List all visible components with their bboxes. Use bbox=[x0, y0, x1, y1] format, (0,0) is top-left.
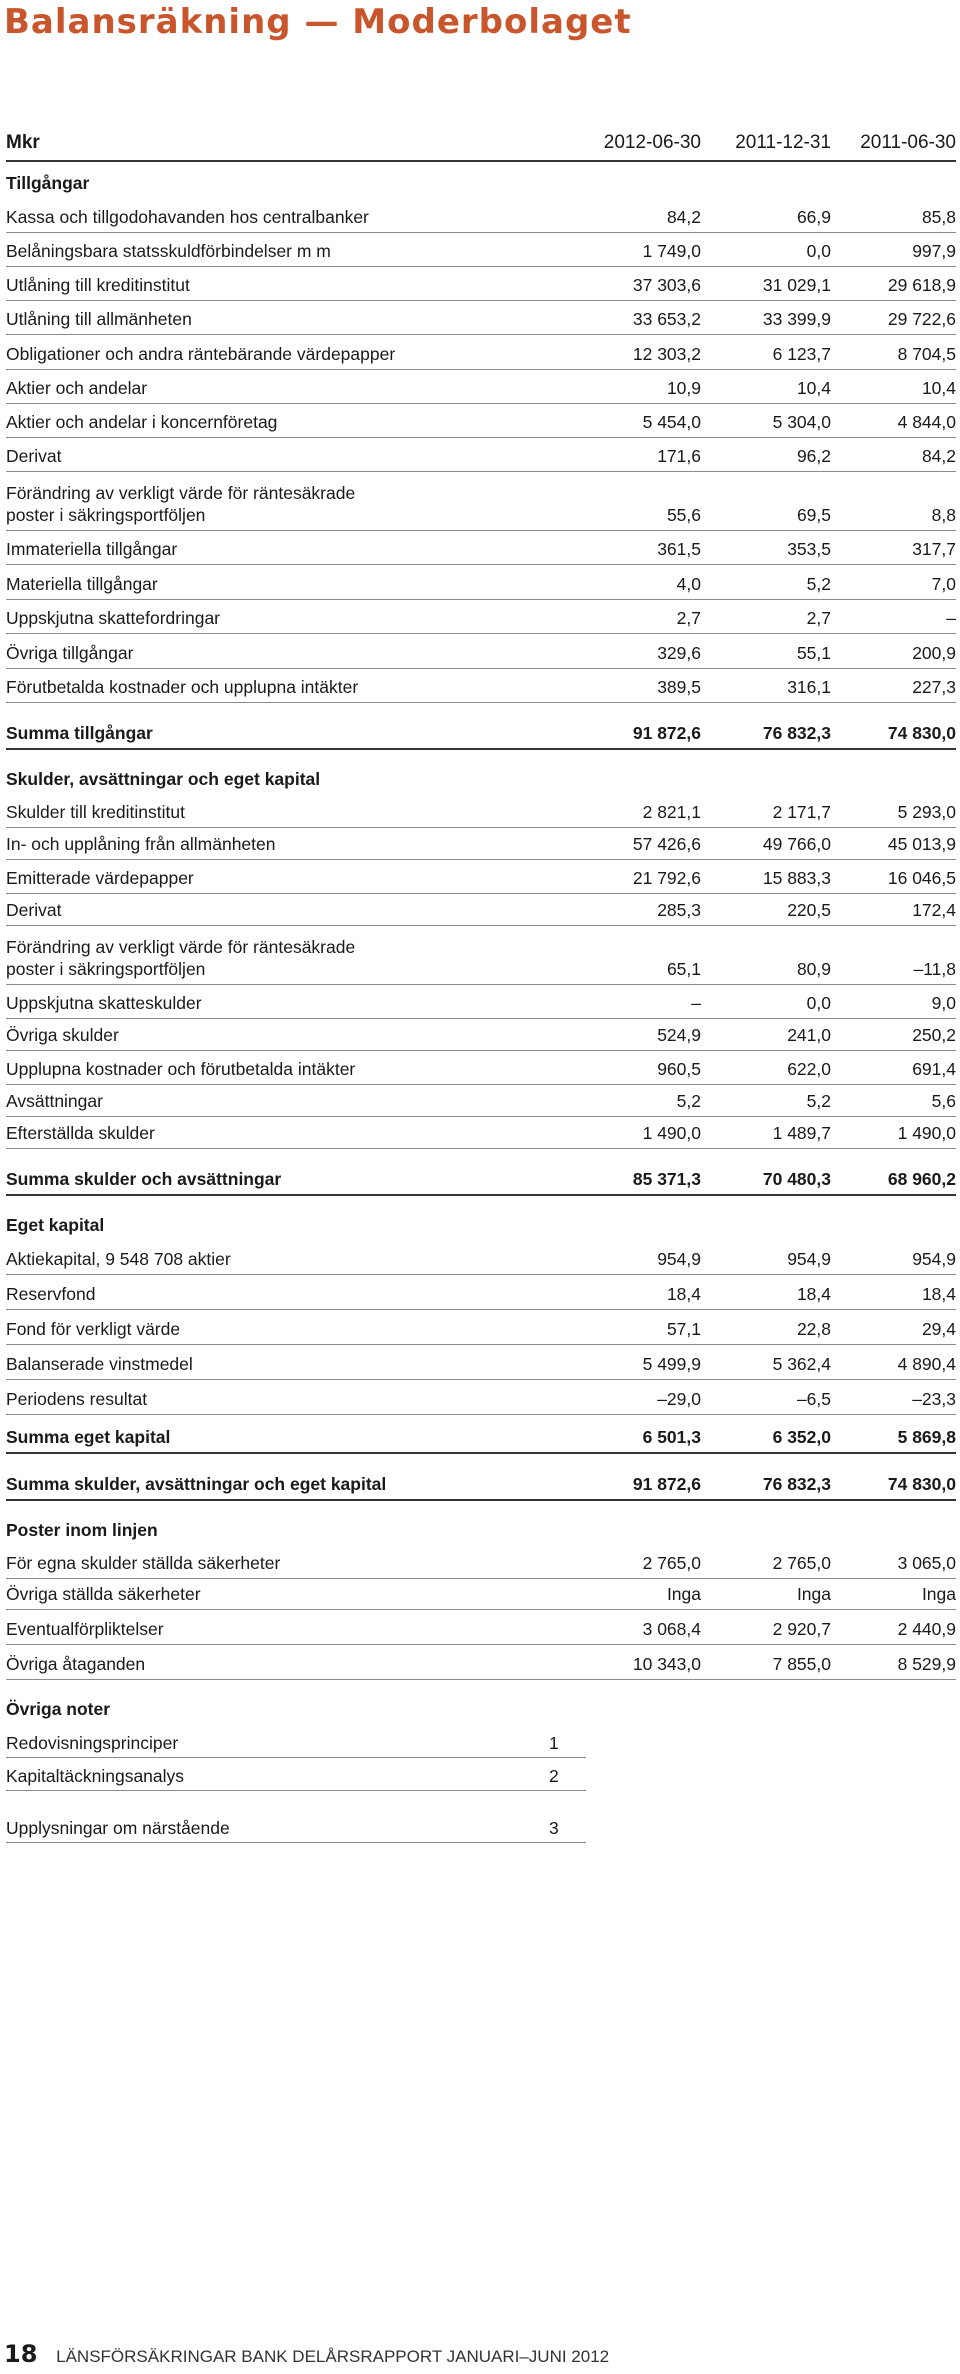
table-row bbox=[6, 198, 956, 233]
cell-value: 1 490,0 bbox=[897, 1123, 956, 1143]
cell-value: 622,0 bbox=[787, 1059, 831, 1079]
balance-sheet-table bbox=[6, 162, 956, 1843]
cell-value: 8 529,9 bbox=[897, 1654, 956, 1674]
cell-value: 2 765,0 bbox=[642, 1553, 701, 1573]
table-row bbox=[6, 267, 956, 301]
cell-value: 172,4 bbox=[912, 900, 956, 920]
cell-value: 5 362,4 bbox=[772, 1354, 831, 1374]
row-label: Aktiekapital, 9 548 708 aktier bbox=[6, 1249, 231, 1269]
cell-value: 21 792,6 bbox=[632, 868, 701, 888]
cell-value: 2 920,7 bbox=[772, 1619, 831, 1639]
cell-value: 29 618,9 bbox=[887, 275, 956, 295]
column-header-2012-06-30: 2012-06-30 bbox=[603, 132, 701, 153]
cell-value: – bbox=[946, 608, 956, 628]
table-row bbox=[6, 1610, 956, 1645]
row-label: Övriga åtaganden bbox=[6, 1654, 146, 1674]
cell-value: 389,5 bbox=[657, 677, 701, 697]
cell-value: 316,1 bbox=[787, 677, 831, 697]
cell-value: 6 123,7 bbox=[772, 344, 831, 364]
cell-value: 4,0 bbox=[676, 574, 701, 594]
cell-value: 45 013,9 bbox=[887, 834, 956, 854]
table-row bbox=[6, 472, 956, 531]
cell-value: 997,9 bbox=[912, 241, 956, 261]
cell-value: 55,6 bbox=[666, 505, 701, 525]
note-row bbox=[6, 1758, 956, 1791]
cell-value: 66,9 bbox=[796, 207, 831, 227]
cell-value: 691,4 bbox=[912, 1059, 956, 1079]
row-label: Emitterade värdepapper bbox=[6, 868, 194, 888]
row-label: Derivat bbox=[6, 446, 62, 466]
cell-value: 5,2 bbox=[806, 574, 831, 594]
table-row bbox=[6, 1310, 956, 1345]
cell-value: 68 960,2 bbox=[887, 1169, 956, 1189]
cell-value: 2 440,9 bbox=[897, 1619, 956, 1639]
row-label: Summa skulder och avsättningar bbox=[6, 1169, 282, 1189]
row-label: Poster inom linjen bbox=[6, 1520, 158, 1540]
cell-value: 29,4 bbox=[921, 1319, 956, 1339]
cell-value: 5 869,8 bbox=[897, 1427, 956, 1447]
column-header-2011-12-31: 2011-12-31 bbox=[735, 132, 831, 153]
cell-value: 74 830,0 bbox=[887, 1474, 956, 1494]
column-header-2011-06-30: 2011-06-30 bbox=[860, 132, 956, 153]
row-label: Immateriella tillgångar bbox=[6, 539, 178, 559]
table-row bbox=[6, 1345, 956, 1380]
row-label-line-2: poster i säkringsportföljen bbox=[6, 959, 206, 979]
cell-value: 329,6 bbox=[657, 643, 701, 663]
table-row bbox=[6, 370, 956, 404]
table-row bbox=[6, 301, 956, 335]
row-label: Efterställda skulder bbox=[6, 1123, 155, 1143]
cell-value: –11,8 bbox=[913, 959, 956, 979]
cell-value: 5 293,0 bbox=[897, 802, 956, 822]
section-heading bbox=[6, 1501, 956, 1545]
row-label: Summa tillgångar bbox=[6, 723, 153, 743]
table-row bbox=[6, 404, 956, 438]
cell-value: 353,5 bbox=[787, 539, 831, 559]
cell-value: 4 844,0 bbox=[897, 412, 956, 432]
row-label: Reservfond bbox=[6, 1284, 96, 1304]
cell-value: 33 399,9 bbox=[762, 309, 831, 329]
row-label: Skulder till kreditinstitut bbox=[6, 802, 185, 822]
cell-value: 0,0 bbox=[806, 241, 831, 261]
table-row bbox=[6, 1645, 956, 1680]
row-label: Aktier och andelar bbox=[6, 378, 148, 398]
cell-value: 76 832,3 bbox=[762, 1474, 831, 1494]
cell-value: 18,4 bbox=[666, 1284, 701, 1304]
row-label-line-1: Förändring av verkligt värde för räntesäkrade bbox=[6, 937, 356, 957]
table-row bbox=[6, 335, 956, 370]
row-label: Eventualförpliktelser bbox=[6, 1619, 164, 1639]
row-label: Aktier och andelar i koncernföretag bbox=[6, 412, 278, 432]
page-footer bbox=[4, 2340, 609, 2368]
table-row bbox=[6, 1380, 956, 1415]
sum-row bbox=[6, 1454, 956, 1501]
cell-value: 227,3 bbox=[912, 677, 956, 697]
section-heading bbox=[6, 1680, 956, 1724]
table-row bbox=[6, 1117, 956, 1149]
row-label bbox=[6, 936, 355, 980]
table-row bbox=[6, 1275, 956, 1310]
note-number: 2 bbox=[549, 1766, 559, 1786]
row-label: Övriga skulder bbox=[6, 1025, 119, 1045]
row-label: Periodens resultat bbox=[6, 1389, 148, 1409]
cell-value: 76 832,3 bbox=[762, 723, 831, 743]
cell-value: 960,5 bbox=[657, 1059, 701, 1079]
table-row bbox=[6, 634, 956, 669]
sum-row bbox=[6, 1149, 956, 1196]
cell-value: 85 371,3 bbox=[632, 1169, 701, 1189]
cell-value: 361,5 bbox=[657, 539, 701, 559]
row-label: Tillgångar bbox=[6, 173, 90, 193]
cell-value: 6 501,3 bbox=[642, 1427, 701, 1447]
row-label: Avsättningar bbox=[6, 1091, 103, 1111]
row-label: Fond för verkligt värde bbox=[6, 1319, 181, 1339]
sum-row bbox=[6, 1415, 956, 1454]
row-label: Utlåning till allmänheten bbox=[6, 309, 192, 329]
row-label: Kassa och tillgodohavanden hos centralbanker bbox=[6, 207, 369, 227]
row-label: In- och upplåning från allmänheten bbox=[6, 834, 276, 854]
cell-value: 3 065,0 bbox=[897, 1553, 956, 1573]
cell-value: 9,0 bbox=[931, 993, 956, 1013]
cell-value: 91 872,6 bbox=[632, 723, 701, 743]
cell-value: 2,7 bbox=[806, 608, 831, 628]
row-label-line-1: Förändring av verkligt värde för räntesäkrade bbox=[6, 483, 356, 503]
cell-value: 2 821,1 bbox=[642, 802, 701, 822]
row-label: Övriga ställda säkerheter bbox=[6, 1584, 201, 1604]
cell-value: –29,0 bbox=[657, 1389, 701, 1409]
table-row bbox=[6, 531, 956, 565]
cell-value: Inga bbox=[796, 1584, 831, 1604]
row-label: Förutbetalda kostnader och upplupna intäkter bbox=[6, 677, 359, 697]
row-label: Summa skulder, avsättningar och eget kapital bbox=[6, 1474, 387, 1494]
cell-value: 69,5 bbox=[796, 505, 831, 525]
row-label: Uppskjutna skatteskulder bbox=[6, 993, 202, 1013]
cell-value: 200,9 bbox=[912, 643, 956, 663]
sum-row bbox=[6, 703, 956, 750]
cell-value: 5,6 bbox=[931, 1091, 956, 1111]
cell-value: 15 883,3 bbox=[762, 868, 831, 888]
cell-value: 8,8 bbox=[931, 505, 956, 525]
cell-value: 285,3 bbox=[657, 900, 701, 920]
cell-value: 55,1 bbox=[796, 643, 831, 663]
cell-value: 8 704,5 bbox=[897, 344, 956, 364]
table-row bbox=[6, 985, 956, 1019]
row-label: Övriga noter bbox=[6, 1699, 111, 1719]
cell-value: 2 171,7 bbox=[772, 802, 831, 822]
cell-value: 18,4 bbox=[921, 1284, 956, 1304]
cell-value: 7 855,0 bbox=[772, 1654, 831, 1674]
section-heading bbox=[6, 750, 956, 794]
row-label: Obligationer och andra räntebärande värdepapper bbox=[6, 344, 396, 364]
cell-value: 5,2 bbox=[676, 1091, 701, 1111]
cell-value: Inga bbox=[921, 1584, 956, 1604]
section-heading bbox=[6, 1196, 956, 1240]
cell-value: 10,4 bbox=[921, 378, 956, 398]
cell-value: 12 303,2 bbox=[632, 344, 701, 364]
row-label: Materiella tillgångar bbox=[6, 574, 158, 594]
table-row bbox=[6, 233, 956, 267]
cell-value: 16 046,5 bbox=[887, 868, 956, 888]
cell-value: 2,7 bbox=[676, 608, 701, 628]
cell-value: 5 499,9 bbox=[642, 1354, 701, 1374]
table-row bbox=[6, 1545, 956, 1579]
note-row bbox=[6, 1724, 956, 1758]
table-row bbox=[6, 438, 956, 472]
table-row bbox=[6, 1579, 956, 1610]
table-row bbox=[6, 828, 956, 860]
cell-value: 33 653,2 bbox=[632, 309, 701, 329]
cell-value: 954,9 bbox=[787, 1249, 831, 1269]
cell-value: 3 068,4 bbox=[642, 1619, 701, 1639]
cell-value: 96,2 bbox=[796, 446, 831, 466]
cell-value: 10 343,0 bbox=[632, 1654, 701, 1674]
cell-value: 57,1 bbox=[666, 1319, 701, 1339]
cell-value: 57 426,6 bbox=[632, 834, 701, 854]
table-row bbox=[6, 669, 956, 703]
table-header bbox=[6, 130, 956, 162]
cell-value: 70 480,3 bbox=[762, 1169, 831, 1189]
cell-value: 6 352,0 bbox=[772, 1427, 831, 1447]
table-row bbox=[6, 1051, 956, 1085]
footer-text: LÄNSFÖRSÄKRINGAR BANK DELÅRSRAPPORT JANUARI–JUNI 2012 bbox=[56, 2347, 610, 2366]
note-row bbox=[6, 1791, 956, 1843]
cell-value: 29 722,6 bbox=[887, 309, 956, 329]
cell-value: 5 454,0 bbox=[642, 412, 701, 432]
cell-value: 1 749,0 bbox=[642, 241, 701, 261]
cell-value: 0,0 bbox=[806, 993, 831, 1013]
row-label: Summa eget kapital bbox=[6, 1427, 171, 1447]
cell-value: 37 303,6 bbox=[632, 275, 701, 295]
table-row bbox=[6, 1240, 956, 1275]
cell-value: 74 830,0 bbox=[887, 723, 956, 743]
cell-value: 954,9 bbox=[657, 1249, 701, 1269]
cell-value: 5 304,0 bbox=[772, 412, 831, 432]
note-number: 1 bbox=[549, 1733, 559, 1753]
cell-value: 171,6 bbox=[657, 446, 701, 466]
cell-value: 10,9 bbox=[666, 378, 701, 398]
cell-value: 1 490,0 bbox=[642, 1123, 701, 1143]
cell-value: 85,8 bbox=[921, 207, 956, 227]
table-row bbox=[6, 794, 956, 828]
cell-value: 524,9 bbox=[657, 1025, 701, 1045]
cell-value: –6,5 bbox=[796, 1389, 831, 1409]
cell-value: 10,4 bbox=[796, 378, 831, 398]
row-label: För egna skulder ställda säkerheter bbox=[6, 1553, 281, 1573]
cell-value: 1 489,7 bbox=[772, 1123, 831, 1143]
row-label: Redovisningsprinciper bbox=[6, 1733, 179, 1753]
cell-value: 84,2 bbox=[666, 207, 701, 227]
table-row bbox=[6, 600, 956, 634]
row-label: Uppskjutna skattefordringar bbox=[6, 608, 220, 628]
cell-value: 954,9 bbox=[912, 1249, 956, 1269]
page-number: 18 bbox=[4, 2340, 38, 2368]
table-row bbox=[6, 926, 956, 985]
cell-value: 49 766,0 bbox=[762, 834, 831, 854]
page-title: Balansräkning — Moderbolaget bbox=[4, 2, 632, 42]
unit-label: Mkr bbox=[6, 132, 40, 153]
row-label: Kapitaltäckningsanalys bbox=[6, 1766, 185, 1786]
table-row bbox=[6, 1019, 956, 1051]
cell-value: 250,2 bbox=[912, 1025, 956, 1045]
row-label: Eget kapital bbox=[6, 1215, 105, 1235]
cell-value: 5,2 bbox=[806, 1091, 831, 1111]
cell-value: 65,1 bbox=[666, 959, 701, 979]
cell-value: 4 890,4 bbox=[897, 1354, 956, 1374]
row-label: Derivat bbox=[6, 900, 62, 920]
row-label bbox=[6, 482, 355, 526]
row-label: Upplupna kostnader och förutbetalda intäkter bbox=[6, 1059, 356, 1079]
row-label: Upplysningar om närstående bbox=[6, 1818, 230, 1838]
table-row bbox=[6, 1085, 956, 1117]
cell-value: 31 029,1 bbox=[762, 275, 831, 295]
section-heading bbox=[6, 162, 956, 198]
cell-value: 91 872,6 bbox=[632, 1474, 701, 1494]
note-number: 3 bbox=[549, 1818, 559, 1838]
cell-value: Inga bbox=[666, 1584, 701, 1604]
cell-value: 22,8 bbox=[796, 1319, 831, 1339]
row-label: Övriga tillgångar bbox=[6, 643, 134, 663]
table-row bbox=[6, 860, 956, 894]
cell-value: 18,4 bbox=[796, 1284, 831, 1304]
cell-value: 84,2 bbox=[921, 446, 956, 466]
cell-value: –23,3 bbox=[912, 1389, 956, 1409]
cell-value: – bbox=[691, 993, 701, 1013]
row-label: Skulder, avsättningar och eget kapital bbox=[6, 769, 321, 789]
table-row bbox=[6, 565, 956, 600]
row-label: Utlåning till kreditinstitut bbox=[6, 275, 190, 295]
table-row bbox=[6, 894, 956, 926]
cell-value: 317,7 bbox=[912, 539, 956, 559]
row-label: Balanserade vinstmedel bbox=[6, 1354, 193, 1374]
row-label-line-2: poster i säkringsportföljen bbox=[6, 505, 206, 525]
cell-value: 80,9 bbox=[796, 959, 831, 979]
cell-value: 2 765,0 bbox=[772, 1553, 831, 1573]
cell-value: 241,0 bbox=[787, 1025, 831, 1045]
cell-value: 7,0 bbox=[931, 574, 956, 594]
cell-value: 220,5 bbox=[787, 900, 831, 920]
row-label: Belåningsbara statsskuldförbindelser m m bbox=[6, 241, 331, 261]
